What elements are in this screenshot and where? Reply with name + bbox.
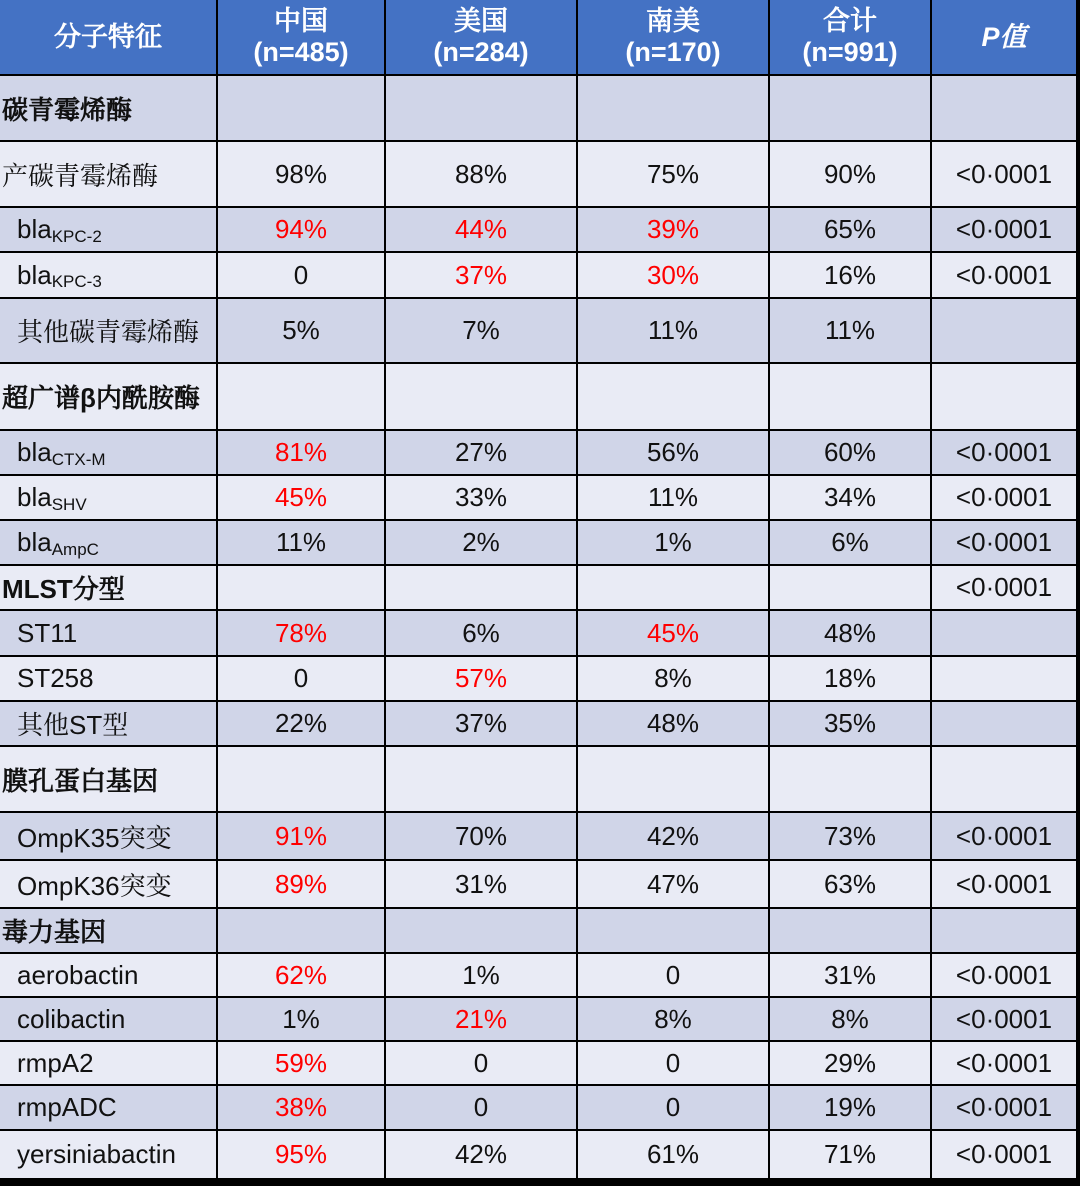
row-label: [0, 208, 216, 251]
header-usa-n: (n=284): [433, 37, 529, 67]
value-p: <0·0001: [932, 1131, 1076, 1178]
value-p: <0·0001: [932, 253, 1076, 297]
header-feature-label: 分子特征: [54, 21, 162, 52]
value-south-america: [578, 76, 768, 140]
value-south-america: [578, 747, 768, 811]
value-usa: 27%: [386, 431, 576, 474]
table-row: [0, 702, 1076, 745]
row-label: [0, 299, 216, 362]
value-p: <0·0001: [932, 813, 1076, 859]
value-total: 48%: [770, 611, 930, 655]
value-usa: 2%: [386, 521, 576, 564]
value-china: 38%: [218, 1086, 384, 1129]
value-usa: [386, 909, 576, 952]
header-usa: [386, 0, 576, 74]
value-total: 63%: [770, 861, 930, 907]
value-usa: 42%: [386, 1131, 576, 1178]
value-p: <0·0001: [932, 1042, 1076, 1084]
header-china-n: (n=485): [253, 37, 349, 67]
header-total-n: (n=991): [802, 37, 898, 67]
value-p: [932, 364, 1076, 429]
row-label: [0, 1086, 216, 1129]
row-label: [0, 747, 216, 811]
row-label-subscript: KPC-3: [51, 272, 102, 291]
value-south-america: 61%: [578, 1131, 768, 1178]
value-p: <0·0001: [932, 142, 1076, 206]
row-label-text: rmpA2: [17, 1047, 94, 1078]
value-total: 34%: [770, 476, 930, 519]
value-total: 31%: [770, 954, 930, 996]
value-south-america: 8%: [578, 998, 768, 1040]
value-south-america: 0: [578, 1042, 768, 1084]
value-china: 89%: [218, 861, 384, 907]
value-china: 11%: [218, 521, 384, 564]
value-china: 59%: [218, 1042, 384, 1084]
value-south-america: 11%: [578, 299, 768, 362]
value-total: [770, 76, 930, 140]
value-p: [932, 657, 1076, 700]
row-label-text: 毒力基因: [2, 917, 107, 947]
value-usa: [386, 364, 576, 429]
row-label: [0, 76, 216, 140]
row-label: [0, 1042, 216, 1084]
value-total: 18%: [770, 657, 930, 700]
table-row: [0, 954, 1076, 996]
header-p-value: [932, 0, 1076, 74]
section-row: [0, 566, 1076, 609]
value-total: 71%: [770, 1131, 930, 1178]
value-usa: 0: [386, 1042, 576, 1084]
row-label: [0, 476, 216, 519]
value-usa: 1%: [386, 954, 576, 996]
row-label-subscript: AmpC: [51, 539, 99, 559]
table-row: [0, 861, 1076, 907]
row-label-text: yersiniabactin: [17, 1139, 176, 1169]
header-total-title: 合计: [823, 6, 877, 36]
value-china: [218, 76, 384, 140]
value-p: <0·0001: [932, 1086, 1076, 1129]
value-total: 11%: [770, 299, 930, 362]
value-p: [932, 747, 1076, 811]
value-south-america: 45%: [578, 611, 768, 655]
header-total: [770, 0, 930, 74]
table-row: [0, 476, 1076, 519]
value-p: <0·0001: [932, 861, 1076, 907]
row-label-text: 其他碳青霉烯酶: [17, 317, 200, 347]
value-usa: 31%: [386, 861, 576, 907]
value-usa: [386, 747, 576, 811]
value-usa: 0: [386, 1086, 576, 1129]
value-usa: 70%: [386, 813, 576, 859]
row-label: [0, 611, 216, 655]
table-row: [0, 813, 1076, 859]
table-header: [0, 0, 1076, 74]
row-label-text: 其他ST型: [17, 710, 129, 740]
value-china: 94%: [218, 208, 384, 251]
value-p: <0·0001: [932, 208, 1076, 251]
value-china: 91%: [218, 813, 384, 859]
value-p: [932, 702, 1076, 745]
value-p: [932, 909, 1076, 952]
value-total: 8%: [770, 998, 930, 1040]
value-total: [770, 747, 930, 811]
table-row: [0, 299, 1076, 362]
value-usa: 57%: [386, 657, 576, 700]
value-china: 22%: [218, 702, 384, 745]
value-p: <0·0001: [932, 476, 1076, 519]
row-label-text: ST258: [17, 663, 94, 693]
row-label: [0, 813, 216, 859]
value-south-america: [578, 566, 768, 609]
value-total: [770, 566, 930, 609]
header-usa-title: 美国: [454, 6, 508, 36]
value-south-america: 0: [578, 1086, 768, 1129]
value-china: 62%: [218, 954, 384, 996]
value-usa: 37%: [386, 702, 576, 745]
row-label-subscript: CTX-M: [51, 449, 106, 469]
value-total: 73%: [770, 813, 930, 859]
row-label-text: bla: [17, 437, 52, 467]
row-label-text: bla: [17, 214, 52, 244]
section-row: [0, 747, 1076, 811]
value-south-america: [578, 364, 768, 429]
table-row: [0, 208, 1076, 251]
value-total: 19%: [770, 1086, 930, 1129]
value-p: <0·0001: [932, 566, 1076, 609]
row-label: [0, 566, 216, 609]
header-china: [218, 0, 384, 74]
header-sa-title: 南美: [646, 6, 700, 36]
row-label: [0, 954, 216, 996]
value-total: 65%: [770, 208, 930, 251]
value-south-america: 75%: [578, 142, 768, 206]
value-china: 0: [218, 253, 384, 297]
value-china: 98%: [218, 142, 384, 206]
row-label-text: colibactin: [17, 1003, 126, 1034]
value-usa: 7%: [386, 299, 576, 362]
table-row: [0, 142, 1076, 206]
row-label: [0, 1131, 216, 1178]
row-label-text: 产碳青霉烯酶: [2, 160, 159, 191]
value-china: 81%: [218, 431, 384, 474]
value-usa: 37%: [386, 253, 576, 297]
row-label-text: 超广谱β内酰胺酶: [2, 383, 200, 413]
value-china: 78%: [218, 611, 384, 655]
value-p: <0·0001: [932, 998, 1076, 1040]
table-row: [0, 611, 1076, 655]
value-china: [218, 364, 384, 429]
value-usa: 88%: [386, 142, 576, 206]
table-row: [0, 657, 1076, 700]
row-label-text: rmpADC: [17, 1092, 117, 1122]
value-p: <0·0001: [932, 954, 1076, 996]
table-row: [0, 521, 1076, 564]
section-row: [0, 364, 1076, 429]
table-row: [0, 1131, 1076, 1178]
value-total: [770, 909, 930, 952]
value-south-america: [578, 909, 768, 952]
value-china: 5%: [218, 299, 384, 362]
row-label-text: OmpK35突变: [17, 822, 172, 853]
row-label: [0, 861, 216, 907]
value-p: <0·0001: [932, 521, 1076, 564]
value-p: [932, 611, 1076, 655]
row-label: [0, 142, 216, 206]
row-label-subscript: SHV: [51, 494, 87, 514]
value-p: <0·0001: [932, 431, 1076, 474]
table-row: [0, 1086, 1076, 1129]
value-china: 0: [218, 657, 384, 700]
row-label-text: ST11: [17, 617, 78, 648]
row-label: [0, 998, 216, 1040]
value-south-america: 8%: [578, 657, 768, 700]
row-label-text: 碳青霉烯酶: [2, 94, 133, 125]
value-china: [218, 909, 384, 952]
row-label: [0, 253, 216, 297]
value-south-america: 47%: [578, 861, 768, 907]
table-row: [0, 998, 1076, 1040]
value-south-america: 30%: [578, 253, 768, 297]
value-total: 29%: [770, 1042, 930, 1084]
value-usa: 6%: [386, 611, 576, 655]
value-south-america: 1%: [578, 521, 768, 564]
row-label-text: bla: [17, 527, 52, 557]
value-p: [932, 76, 1076, 140]
value-china: 1%: [218, 998, 384, 1040]
value-china: 95%: [218, 1131, 384, 1178]
row-label-text: 膜孔蛋白基因: [2, 765, 159, 796]
row-label: [0, 364, 216, 429]
header-sa-n: (n=170): [625, 37, 721, 67]
header-china-title: 中国: [274, 6, 328, 36]
table-row: [0, 1042, 1076, 1084]
value-usa: [386, 76, 576, 140]
value-south-america: 0: [578, 954, 768, 996]
value-p: [932, 299, 1076, 362]
value-total: 35%: [770, 702, 930, 745]
row-label: [0, 909, 216, 952]
value-south-america: 42%: [578, 813, 768, 859]
value-south-america: 11%: [578, 476, 768, 519]
row-label-text: OmpK36突变: [17, 870, 172, 901]
value-south-america: 48%: [578, 702, 768, 745]
value-usa: 33%: [386, 476, 576, 519]
table-row: [0, 253, 1076, 297]
value-usa: [386, 566, 576, 609]
value-total: [770, 364, 930, 429]
row-label-text: bla: [17, 259, 52, 290]
value-total: 60%: [770, 431, 930, 474]
value-total: 16%: [770, 253, 930, 297]
value-south-america: 39%: [578, 208, 768, 251]
value-china: [218, 566, 384, 609]
header-feature: [0, 0, 216, 74]
value-usa: 44%: [386, 208, 576, 251]
value-china: [218, 747, 384, 811]
header-south-america: [578, 0, 768, 74]
value-usa: 21%: [386, 998, 576, 1040]
section-row: [0, 909, 1076, 952]
value-south-america: 56%: [578, 431, 768, 474]
value-total: 6%: [770, 521, 930, 564]
table-row: [0, 431, 1076, 474]
section-row: [0, 76, 1076, 140]
row-label-text: aerobactin: [17, 959, 139, 990]
header-p-title: P值: [981, 21, 1027, 52]
row-label: [0, 657, 216, 700]
row-label-text: bla: [17, 482, 52, 512]
row-label: [0, 521, 216, 564]
row-label: [0, 431, 216, 474]
value-total: 90%: [770, 142, 930, 206]
value-china: 45%: [218, 476, 384, 519]
row-label-subscript: KPC-2: [51, 226, 102, 246]
row-label: [0, 702, 216, 745]
row-label-text: MLST分型: [2, 574, 125, 604]
